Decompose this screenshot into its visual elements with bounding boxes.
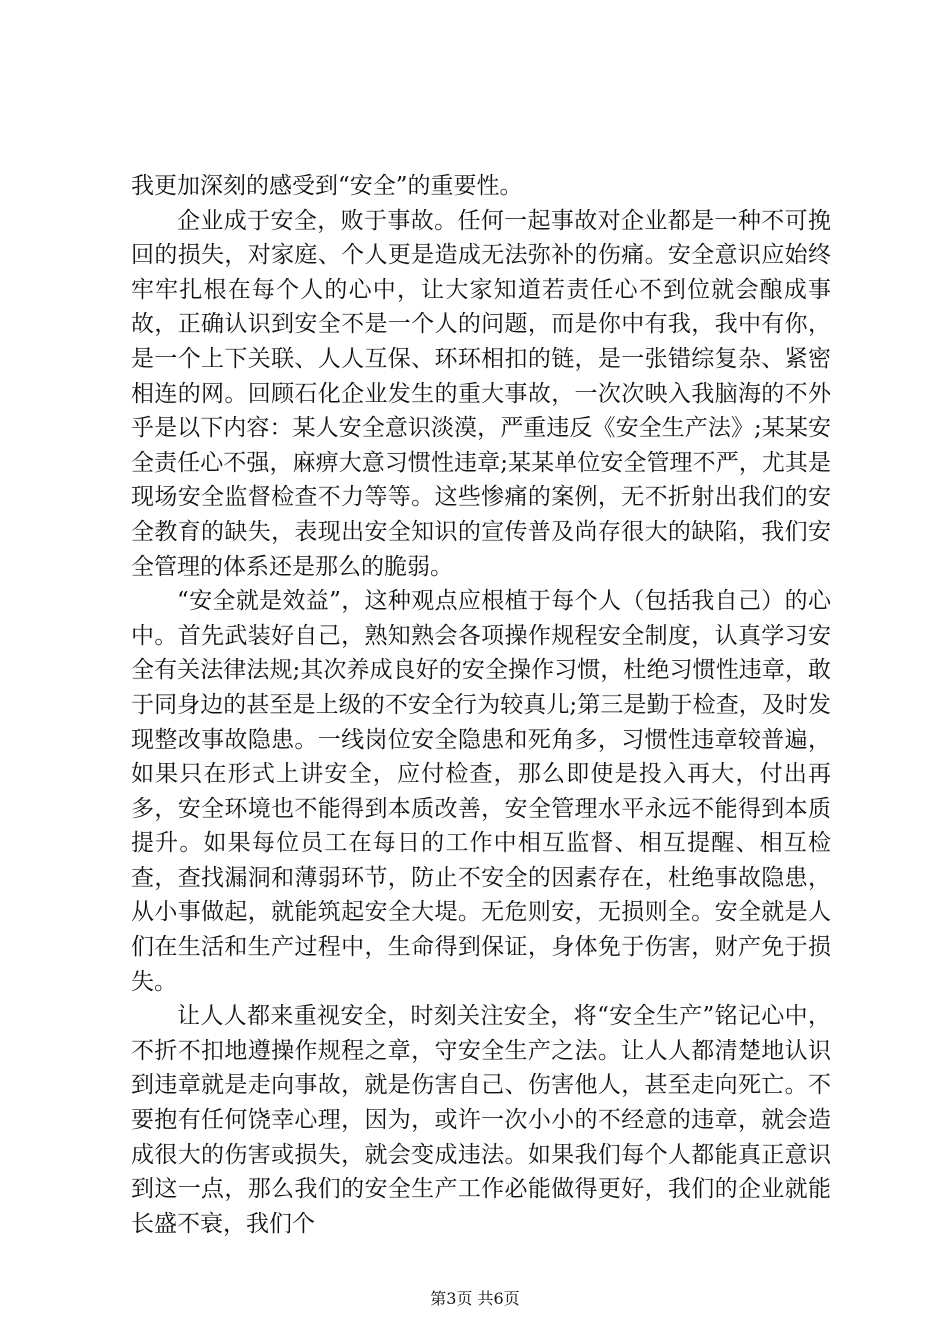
paragraph: 企业成于安全，败于事故。任何一起事故对企业都是一种不可挽回的损失，对家庭、个人更是造成无法弥补的伤痛。安全意识应始终牢牢扎根在每个人的心中，让大家知道若责任心不到位就会酿成事故，正确认识到安全不是一个人的问题，而是你中有我，我中有你，是一个上下关联、人人互保、环环相扣的链，是一张错综复杂、紧密相连的网。回顾石化企业发生的重大事故，一次次映入我脑海的不外乎是以下内容：某人安全意识淡漠，严重违反《安全生产法》;某某安全责任心不强，麻痹大意习惯性违章;某某单位安全管理不严，尤其是现场安全监督检查不力等等。这些惨痛的案例，无不折射出我们的安全教育的缺失，表现出安全知识的宣传普及尚存很大的缺陷，我们安全管理的体系还是那么的脆弱。 (131, 207, 831, 580)
paragraph: “安全就是效益”，这种观点应根植于每个人（包括我自己）的心中。首先武装好自己，熟知熟会各项操作规程安全制度，认真学习安全有关法律法规;其次养成良好的安全操作习惯，杜绝习惯性违章，敢于同身边的甚至是上级的不安全行为较真儿;第三是勤于检查，及时发现整改事故隐患。一线岗位安全隐患和死角多，习惯性违章较普遍，如果只在形式上讲安全，应付检查，那么即使是投入再大，付出再多，安全环境也不能得到本质改善，安全管理水平永远不能得到本质提升。如果每位员工在每日的工作中相互监督、相互提醒、相互检查，查找漏洞和薄弱环节，防止不安全的因素存在，杜绝事故隐患，从小事做起，就能筑起安全大堤。无危则安，无损则全。安全就是人们在生活和生产过程中，生命得到保证，身体免于伤害，财产免于损失。 (131, 588, 831, 995)
document-body (131, 169, 831, 1241)
paragraph-continuation: 我更加深刻的感受到“安全”的重要性。 (131, 173, 523, 199)
paragraph: 让人人都来重视安全，时刻关注安全，将“安全生产”铭记心中，不折不扣地遵操作规程之章，守安全生产之法。让人人都清楚地认识到违章就是走向事故，就是伤害自己、伤害他人，甚至走向死亡。不要抱有任何饶幸心理，因为，或许一次小小的不经意的违章，就会造成很大的伤害或损失，就会变成违法。如果我们每个人都能真正意识到这一点，那么我们的安全生产工作必能做得更好，我们的企业就能长盛不衰，我们个 (131, 1003, 831, 1237)
page-number-footer: 第3页 共6页 (430, 1289, 520, 1308)
